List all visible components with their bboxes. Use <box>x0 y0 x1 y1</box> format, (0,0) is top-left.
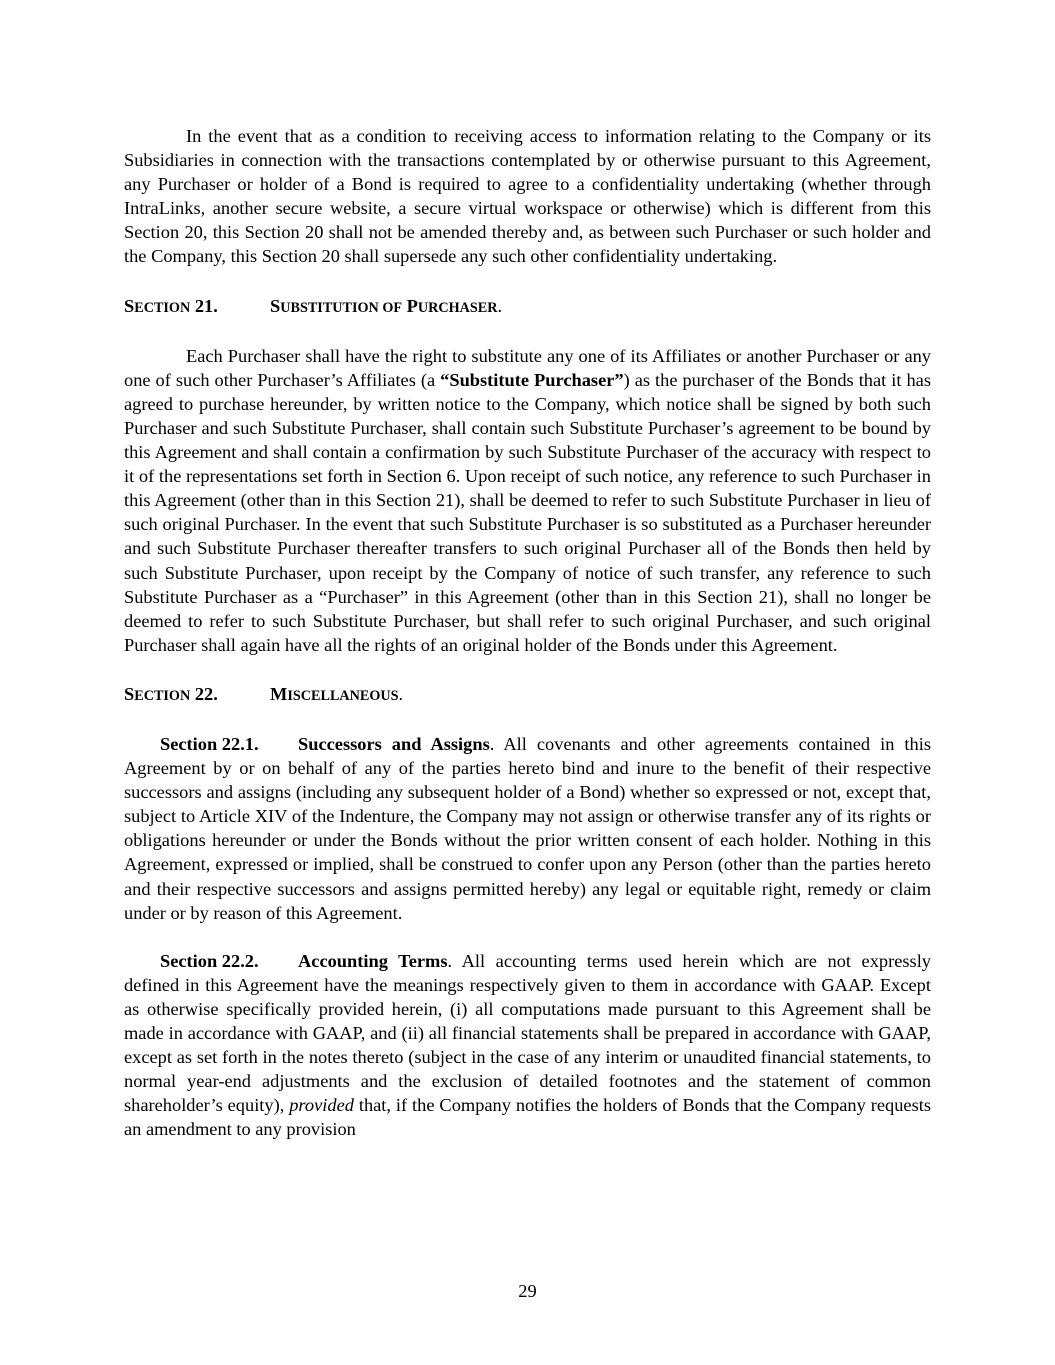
section-22-1-title: Successors and Assigns <box>298 733 490 754</box>
italic-term: provided <box>289 1095 354 1116</box>
defined-term: “Substitute Purchaser” <box>440 369 624 390</box>
section-21-label: SECTION 21. <box>124 295 218 316</box>
section-22-heading: SECTION 22. MISCELLANEOUS. <box>124 682 931 708</box>
intro-paragraph: In the event that as a condition to receiving access to information relating to the Company or its Subsidiaries in connection with the transactions contemplated by or otherwise pursuant to this Agreement, any Purchaser or holder of a Bond is required to agree to a confidentiality undertaking (whether through IntraLinks, another secure website, a secure virtual workspace or otherwise) which is different from this Section 20, this Section 20 shall not be amended thereby and, as between such Purchaser or such holder and the Company, this Section 20 shall supersede any such other confidentiality undertaking. <box>124 126 931 267</box>
section-21-title: SUBSTITUTION OF PURCHASER <box>270 295 498 316</box>
document-page <box>124 124 931 1141</box>
section-22-1-paragraph: Section 22.1. Successors and Assigns. All covenants and other agreements contained in this Agreement by or on behalf of any of the parties hereto bind and inure to the benefit of their respective successors and assigns (including any subsequent holder of a Bond) whether so expressed or not, except that, subject to Article XIV of the Indenture, the Company may not assign or otherwise transfer any of its rights or obligations hereunder or under the Bonds without the prior written consent of each holder. Nothing in this Agreement, expressed or implied, shall be construed to confer upon any Person (other than the parties hereto and their respective successors and assigns permitted hereby) any legal or equitable right, remedy or claim under or by reason of this Agreement. <box>124 733 932 923</box>
section-21-heading: SECTION 21. SUBSTITUTION OF PURCHASER. <box>124 294 931 320</box>
page-number: 29 <box>518 1281 537 1301</box>
section-22-2-number: Section 22.2. <box>160 950 259 971</box>
section-22-2-title: Accounting Terms <box>298 950 448 971</box>
section-22-label: SECTION 22. <box>124 683 218 704</box>
section-22-1-number: Section 22.1. <box>160 733 259 754</box>
section-21-paragraph: Each Purchaser shall have the right to substitute any one of its Affiliates or another Purchaser or any one of such other Purchaser’s Affiliates (a “Substitute Purchaser”) as the purchaser of the Bonds that it has agreed to purchase hereunder, by written notice to the Company, which notice shall be signed by both such Purchaser and such Substitute Purchaser, shall contain such Substitute Purchaser’s agreement to be bound by this Agreement and shall contain a confirmation by such Substitute Purchaser of the accuracy with respect to it of the representations set forth in Section 6. Upon receipt of such notice, any reference to such Purchaser in this Agreement (other than in this Section 21), shall be deemed to refer to such Substitute Purchaser in lieu of such original Purchaser. In the event that such Substitute Purchaser is so substituted as a Purchaser hereunder and such Substitute Purchaser thereafter transfers to such original Purchaser all of the Bonds then held by such Substitute Purchaser, upon receipt by the Company of notice of such transfer, any reference to such Substitute Purchaser as a “Purchaser” in this Agreement (other than in this Section 21), shall no longer be deemed to refer to such Substitute Purchaser, but shall refer to such original Purchaser, and such original Purchaser shall again have all the rights of an original holder of the Bonds under this Agreement. <box>124 345 931 655</box>
section-22-title: MISCELLANEOUS <box>270 683 399 704</box>
section-22-2-paragraph: Section 22.2. Accounting Terms. All accounting terms used herein which are not expressly defined in this Agreement have the meanings respectively given to them in accordance with GAAP. Except as otherwise specifically provided herein, (i) all computations made pursuant to this Agreement shall be made in accordance with GAAP, and (ii) all financial statements shall be prepared in accordance with GAAP, except as set forth in the notes thereto (subject in the case of any interim or unaudited financial statements, to normal year-end adjustments and the exclusion of detailed footnotes and the statement of common shareholder’s equity), provided that, if the Company notifies the holders of Bonds that the Company requests an amendment to any provision <box>124 950 931 1140</box>
